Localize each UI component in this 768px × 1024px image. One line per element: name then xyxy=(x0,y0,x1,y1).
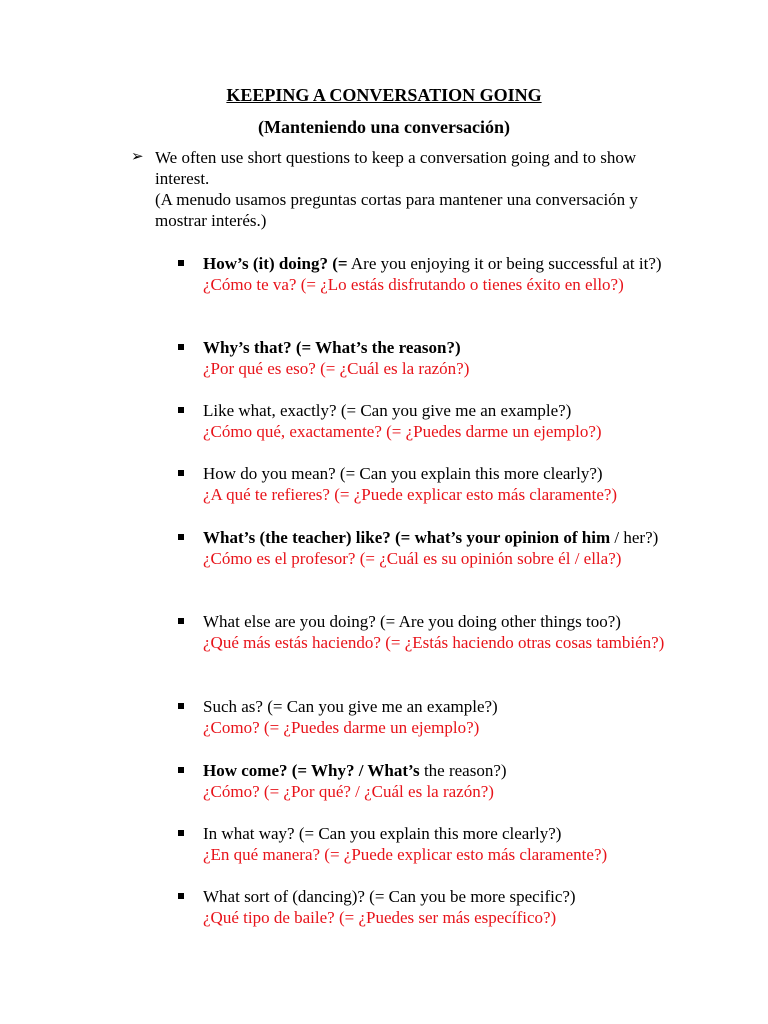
spanish-translation: ¿Cómo qué, exactamente? (= ¿Puedes darme un ejemplo?) xyxy=(203,422,602,441)
list-item xyxy=(178,611,678,653)
list-item xyxy=(178,823,678,865)
spanish-translation: ¿Como? (= ¿Puedes darme un ejemplo?) xyxy=(203,718,480,737)
spanish-translation: ¿En qué manera? (= ¿Puede explicar esto más claramente?) xyxy=(203,845,608,864)
list-item xyxy=(178,696,678,738)
intro-english: We often use short questions to keep a conversation going and to show interest. xyxy=(155,148,637,188)
square-bullet-icon xyxy=(178,407,184,413)
document-subtitle: (Manteniendo una conversación) xyxy=(258,117,510,137)
english-phrase: Why’s that? (= What’s the reason?) xyxy=(203,338,461,357)
arrow-bullet-icon: ➢ xyxy=(131,149,144,165)
list-item xyxy=(178,337,678,379)
list-item xyxy=(178,400,678,442)
spanish-translation: ¿Qué más estás haciendo? (= ¿Estás haciendo otras cosas también?) xyxy=(203,633,665,652)
english-phrase: Like what, exactly? (= Can you give me an example?) xyxy=(203,401,572,420)
square-bullet-icon xyxy=(178,344,184,350)
spanish-translation: ¿Cómo es el profesor? (= ¿Cuál es su opinión sobre él / ella?) xyxy=(203,549,622,568)
english-phrase: Such as? (= Can you give me an example?) xyxy=(203,697,498,716)
intro-spanish: (A menudo usamos preguntas cortas para mantener una conversación y mostrar interés.) xyxy=(155,190,638,230)
spanish-translation: ¿Por qué es eso? (= ¿Cuál es la razón?) xyxy=(203,359,470,378)
square-bullet-icon xyxy=(178,893,184,899)
document-title: KEEPING A CONVERSATION GOING xyxy=(226,85,542,105)
english-phrase: In what way? (= Can you explain this more clearly?) xyxy=(203,824,562,843)
list-item xyxy=(178,886,678,928)
square-bullet-icon xyxy=(178,703,184,709)
english-phrase: What else are you doing? (= Are you doing other things too?) xyxy=(203,612,621,631)
list-item xyxy=(178,463,678,505)
english-phrase: How come? (= Why? / What’s the reason?) xyxy=(203,761,507,780)
english-phrase: What sort of (dancing)? (= Can you be more specific?) xyxy=(203,887,576,906)
english-phrase: How do you mean? (= Can you explain this more clearly?) xyxy=(203,464,603,483)
square-bullet-icon xyxy=(178,618,184,624)
square-bullet-icon xyxy=(178,470,184,476)
english-phrase: How’s (it) doing? (= Are you enjoying it or being successful at it?) xyxy=(203,254,662,273)
spanish-translation: ¿Cómo te va? (= ¿Lo estás disfrutando o tienes éxito en ello?) xyxy=(203,275,624,294)
list-item xyxy=(178,527,678,569)
list-item xyxy=(178,253,678,295)
spanish-translation: ¿Cómo? (= ¿Por qué? / ¿Cuál es la razón?) xyxy=(203,782,494,801)
english-phrase: What’s (the teacher) like? (= what’s your opinion of him / her?) xyxy=(203,528,659,547)
spanish-translation: ¿A qué te refieres? (= ¿Puede explicar esto más claramente?) xyxy=(203,485,618,504)
square-bullet-icon xyxy=(178,534,184,540)
intro-paragraph xyxy=(155,147,675,231)
list-item xyxy=(178,760,678,802)
square-bullet-icon xyxy=(178,830,184,836)
square-bullet-icon xyxy=(178,260,184,266)
spanish-translation: ¿Qué tipo de baile? (= ¿Puedes ser más específico?) xyxy=(203,908,557,927)
square-bullet-icon xyxy=(178,767,184,773)
